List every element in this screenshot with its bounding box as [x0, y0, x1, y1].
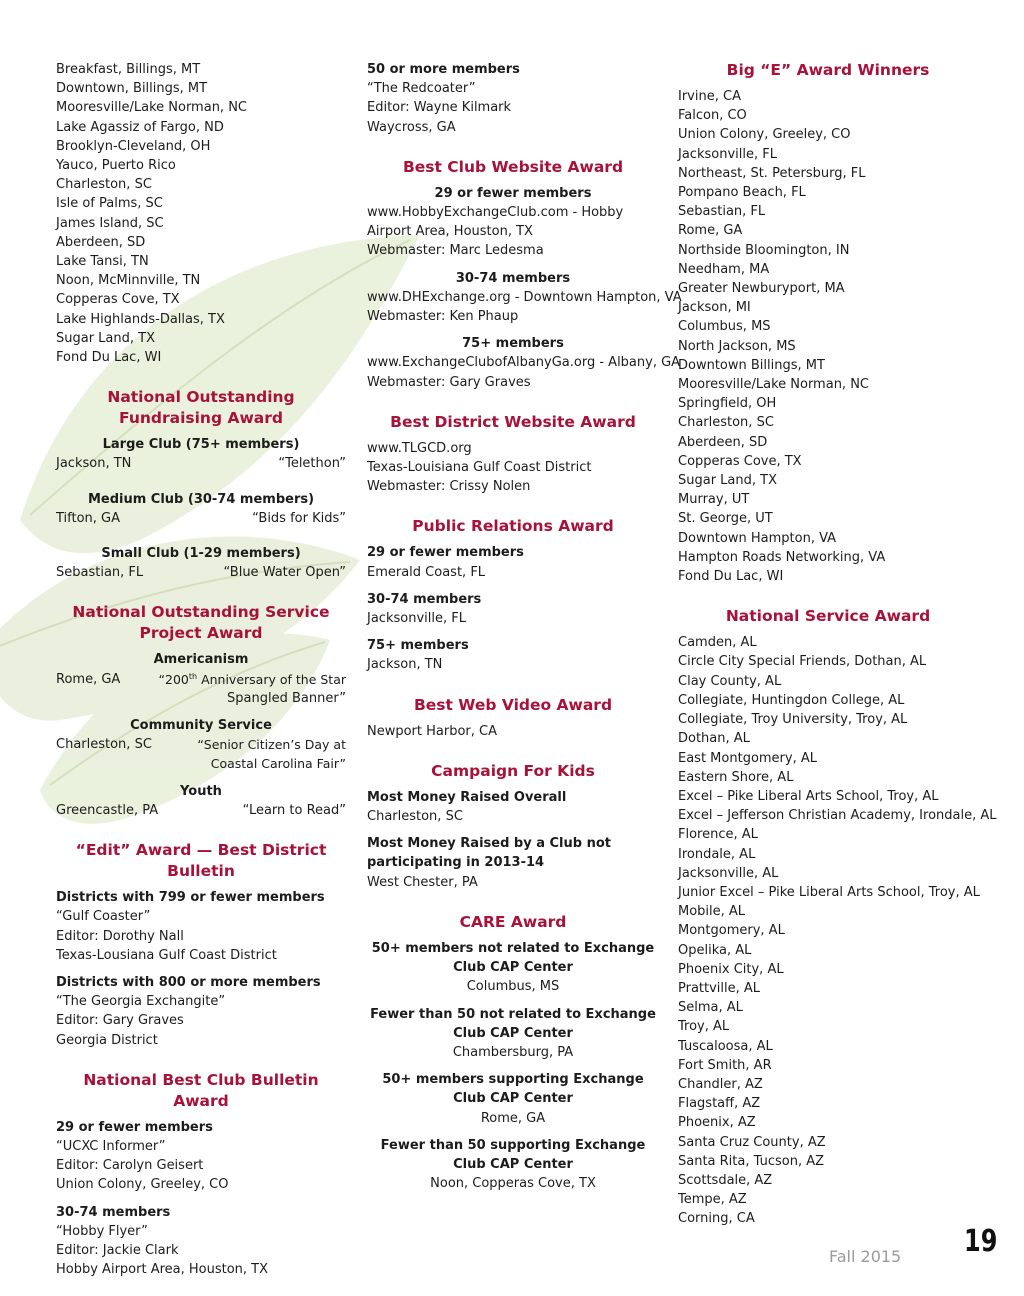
section-heading: Best Web Video Award [413, 695, 613, 714]
list-item: Breakfast, Billings, MT [56, 62, 201, 77]
list-item: St. George, UT [678, 511, 773, 527]
list-item: Rome, GA [678, 223, 743, 239]
section-heading: Big “E” Award Winners [726, 61, 930, 79]
list-item: Phoenix City, AL [678, 961, 784, 977]
list-item: Newport Harbor, CA [367, 723, 498, 739]
section-heading: National Outstanding Fundraising Award [107, 388, 295, 428]
list-item: Mooresville/Lake Norman, NC [678, 377, 869, 393]
spacer [367, 326, 659, 334]
list-item: West Chester, PA [367, 874, 478, 890]
spacer [367, 1128, 659, 1136]
winner-event: “Bids for Kids” [252, 510, 346, 526]
list-item: Sebastian, FL [678, 204, 766, 220]
category-label: 30-74 members [367, 591, 482, 607]
event-text: “200 [158, 671, 189, 687]
list-item: Webmaster: Marc Ledesma [367, 243, 544, 259]
list-item: Tuscaloosa, AL [678, 1038, 773, 1054]
category-label: Small Club (1-29 members) [101, 546, 301, 562]
spacer [367, 628, 659, 636]
list-item: Chambersburg, PA [452, 1044, 574, 1060]
winner-place: Charleston, SC [56, 737, 152, 753]
list-item: Texas-Lousiana Gulf Coast District [56, 947, 277, 963]
category-label: Community Service [130, 718, 272, 734]
list-item: Lake Agassiz of Fargo, ND [56, 119, 224, 135]
section-heading: National Service Award [725, 607, 931, 626]
list-item: Collegiate, Huntingdon College, AL [678, 692, 905, 708]
list-item: Santa Rita, Tucson, AZ [678, 1153, 825, 1169]
list-item: Editor: Dorothy Nall [56, 928, 184, 944]
category-label: 75+ members [462, 336, 564, 352]
list-item: Isle of Palms, SC [56, 196, 163, 212]
list-item: “The Redcoater” [367, 81, 476, 97]
winner-row [56, 670, 346, 689]
list-item: Florence, AL [678, 827, 758, 843]
list-item: Downtown Billings, MT [678, 357, 825, 373]
list-item: Editor: Carolyn Geisert [56, 1158, 204, 1174]
list-item: James Island, SC [56, 215, 164, 231]
winner-place: Tifton, GA [56, 510, 121, 526]
list-item: Chandler, AZ [678, 1076, 763, 1092]
winner-place: Jackson, TN [56, 456, 132, 472]
list-item: “The Georgia Exchangite” [56, 994, 226, 1010]
category-label: Americanism [153, 652, 249, 668]
list-item: Eastern Shore, AL [678, 769, 794, 785]
list-item: Copperas Cove, TX [678, 453, 802, 469]
section-heading: CARE Award [459, 912, 567, 931]
list-item: Clay County, AL [678, 673, 782, 689]
list-item: Hampton Roads Networking, VA [678, 549, 886, 565]
list-item: Noon, Copperas Cove, TX [430, 1176, 596, 1192]
spacer [367, 261, 659, 269]
list-item: Sugar Land, TX [56, 330, 155, 346]
winner-row [56, 801, 346, 820]
list-item: Springfield, OH [678, 396, 777, 412]
list-item: www.TLGCD.org [367, 440, 472, 456]
list-item: Webmaster: Ken Phaup [367, 309, 519, 325]
list-item: Mooresville/Lake Norman, NC [56, 100, 247, 116]
winner-event: “Telethon” [278, 456, 346, 472]
list-item: Columbus, MS [466, 979, 560, 995]
category-label: Large Club (75+ members) [102, 437, 300, 453]
list-item: Yauco, Puerto Rico [56, 158, 176, 174]
list-item: Excel – Pike Liberal Arts School, Troy, AL [678, 788, 939, 804]
list-item: www.DHExchange.org - Downtown Hampton, VA [367, 289, 682, 305]
list-item: Scottsdale, AZ [678, 1172, 773, 1188]
spacer [56, 965, 346, 973]
list-item: Georgia District [56, 1032, 158, 1048]
category-label: 75+ members [367, 638, 469, 654]
list-item: Murray, UT [678, 492, 750, 508]
list-item: Editor: Gary Graves [56, 1013, 184, 1029]
category-label: 50 or more members [367, 62, 520, 77]
section-heading: Best District Website Award [390, 412, 636, 431]
list-item: Camden, AL [678, 635, 757, 651]
category-label: Fewer than 50 supporting Exchange Club CAP Center [380, 1137, 646, 1172]
list-item: Fort Smith, AR [678, 1057, 772, 1073]
spacer [56, 528, 346, 544]
winner-row [56, 735, 346, 754]
list-item: Union Colony, Greeley, CO [678, 127, 851, 143]
list-item: Jackson, TN [367, 657, 443, 673]
list-item: “UCXC Informer” [56, 1138, 166, 1154]
category-label: 50+ members not related to Exchange Club CAP Center [371, 940, 655, 976]
list-item: Flagstaff, AZ [678, 1096, 761, 1112]
superscript: th [188, 671, 198, 681]
section-heading: Best Club Website Award [402, 157, 624, 176]
list-item: Airport Area, Houston, TX [367, 224, 533, 240]
list-item: Santa Cruz County, AZ [678, 1134, 826, 1150]
list-item: Fond Du Lac, WI [56, 350, 162, 366]
issue-label: Fall 2015 [829, 1247, 902, 1266]
list-item: Corning, CA [678, 1211, 755, 1227]
category-label: 29 or fewer members [56, 1119, 213, 1135]
spacer [56, 1195, 346, 1203]
list-item: Lake Highlands-Dallas, TX [56, 311, 225, 327]
list-item: Downtown Hampton, VA [678, 530, 837, 546]
winner-event: “Senior Citizen’s Day at [197, 737, 346, 753]
list-item: “Gulf Coaster” [56, 909, 151, 925]
list-item: Editor: Jackie Clark [56, 1242, 179, 1258]
section-heading: Campaign For Kids [431, 761, 595, 780]
list-item: Aberdeen, SD [678, 434, 768, 450]
list-item: Irondale, AL [678, 846, 756, 862]
section-heading: Public Relations Award [412, 517, 614, 536]
category-label: Medium Club (30-74 members) [87, 491, 315, 507]
list-item: Northside Bloomington, IN [678, 242, 850, 258]
list-item: Emerald Coast, FL [367, 564, 486, 580]
category-label: 50+ members supporting Exchange Club CAP Center [382, 1072, 644, 1107]
spacer [367, 997, 659, 1005]
list-item: Waycross, GA [367, 119, 456, 135]
list-item: Collegiate, Troy University, Troy, AL [678, 712, 908, 728]
list-item: Jacksonville, FL [678, 146, 777, 162]
category-label: 29 or fewer members [434, 185, 592, 201]
category-label: 29 or fewer members [367, 545, 524, 561]
spacer [367, 1062, 659, 1070]
category-label: 30-74 members [455, 270, 571, 286]
list-item: Falcon, CO [678, 108, 747, 124]
section-heading: National Best Club Bulletin Award [83, 1070, 319, 1110]
list-item: Charleston, SC [678, 415, 774, 431]
winner-row [56, 509, 346, 528]
list-item: Webmaster: Gary Graves [367, 374, 531, 390]
list-item: Selma, AL [678, 1000, 743, 1016]
column-middle [367, 60, 682, 1193]
list-item: “Hobby Flyer” [56, 1223, 148, 1239]
list-item: Noon, McMinnville, TN [56, 273, 201, 289]
list-item: Jackson, MI [678, 300, 751, 316]
list-item: Troy, AL [678, 1019, 730, 1035]
list-item: Charleston, SC [56, 177, 152, 193]
list-item: Webmaster: Crissy Nolen [367, 479, 531, 495]
winner-place: Greencastle, PA [56, 802, 159, 818]
page-number: 19 [964, 1224, 998, 1259]
winner-event: “Blue Water Open” [223, 565, 346, 581]
category-label: Most Money Raised Overall [367, 789, 567, 805]
category-label: 30-74 members [56, 1204, 171, 1220]
column-right [678, 60, 997, 1229]
category-label: Districts with 800 or more members [56, 974, 321, 990]
list-item: Hobby Airport Area, Houston, TX [56, 1262, 269, 1278]
category-label: Fewer than 50 not related to Exchange Club CAP Center [370, 1006, 656, 1041]
list-item: Jacksonville, AL [678, 865, 779, 881]
list-item: Lake Tansi, TN [56, 254, 149, 270]
list-item: Needham, MA [678, 261, 770, 277]
winner-row [56, 454, 346, 473]
list-item: Tempe, AZ [678, 1192, 747, 1208]
category-label: Most Money Raised by a Club not participating in 2013-14 [367, 836, 611, 871]
list-item: Jacksonville, FL [367, 611, 466, 627]
category-label: Districts with 799 or fewer members [56, 890, 325, 906]
list-item: Phoenix, AZ [678, 1115, 756, 1131]
list-item: Junior Excel – Pike Liberal Arts School, Troy, AL [678, 884, 980, 900]
event-text: Anniversary of the Star [197, 671, 346, 687]
column-left [56, 60, 346, 1279]
list-item: www.HobbyExchangeClub.com - Hobby [367, 205, 624, 221]
list-item: Aberdeen, SD [56, 234, 146, 250]
event-continued: Spangled Banner” [227, 690, 346, 706]
spacer [56, 774, 346, 782]
list-item: Excel – Jefferson Christian Academy, Irondale, AL [678, 808, 997, 824]
winner-event [159, 670, 346, 689]
list-item: Downtown, Billings, MT [56, 81, 208, 97]
section-heading: National Outstanding Service Project Award [72, 603, 330, 643]
list-item: Circle City Special Friends, Dothan, AL [678, 654, 927, 670]
list-item: Sugar Land, TX [678, 473, 777, 489]
category-label: Youth [180, 783, 222, 799]
spacer [56, 708, 346, 716]
list-item: Copperas Cove, TX [56, 292, 180, 308]
list-item: Dothan, AL [678, 731, 750, 747]
list-item: Rome, GA [480, 1110, 546, 1126]
list-item: Columbus, MS [678, 319, 771, 335]
list-item: Opelika, AL [678, 942, 752, 958]
list-item: www.ExchangeClubofAlbanyGa.org - Albany, GA [367, 355, 681, 371]
list-item: Mobile, AL [678, 904, 746, 920]
list-item: East Montgomery, AL [678, 750, 817, 766]
spacer [367, 582, 659, 590]
winner-place: Sebastian, FL [56, 565, 144, 581]
list-item: Northeast, St. Petersburg, FL [678, 165, 866, 181]
event-continued: Coastal Carolina Fair” [210, 756, 346, 772]
list-item: Montgomery, AL [678, 923, 785, 939]
list-item: Union Colony, Greeley, CO [56, 1177, 229, 1193]
list-item: Pompano Beach, FL [678, 185, 806, 201]
list-item: Editor: Wayne Kilmark [367, 100, 512, 116]
winner-place: Rome, GA [56, 671, 121, 687]
spacer [56, 474, 346, 490]
spacer [367, 826, 659, 834]
list-item: Brooklyn-Cleveland, OH [56, 138, 211, 154]
winner-row [56, 563, 346, 582]
list-item: Texas-Louisiana Gulf Coast District [367, 460, 592, 476]
winner-event: “Learn to Read” [242, 802, 346, 818]
list-item: Charleston, SC [367, 809, 463, 825]
list-item: Greater Newburyport, MA [678, 281, 845, 297]
list-item: Fond Du Lac, WI [678, 569, 784, 585]
list-item: North Jackson, MS [678, 338, 796, 354]
list-item: Irvine, CA [678, 89, 741, 104]
list-item: Prattville, AL [678, 980, 761, 996]
section-heading: “Edit” Award — Best District Bulletin [75, 841, 327, 881]
